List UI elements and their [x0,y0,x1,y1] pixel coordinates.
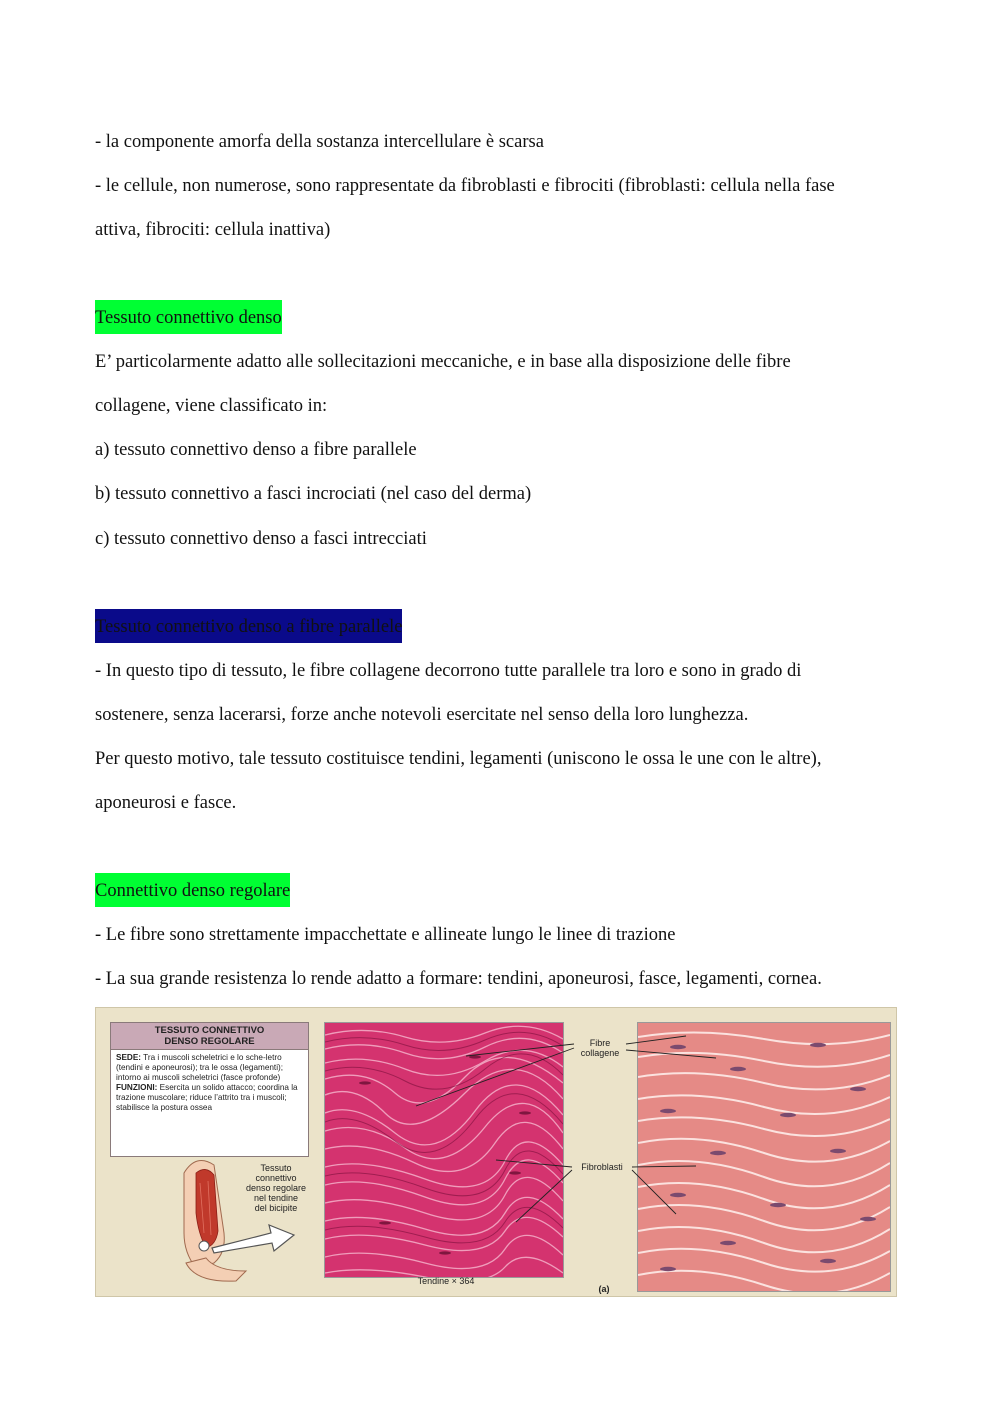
arm-label [236,1163,316,1213]
arm-label-line: nel tendine [253,1193,299,1203]
fibre-collagene-label [574,1038,626,1058]
arm-label-line: Tessuto [260,1163,292,1173]
fibre-label-line: collagene [580,1048,620,1058]
text-line: attiva, fibrociti: cellula inattiva) [95,220,331,240]
micrograph-drawing [637,1022,891,1292]
text-line: - In questo tipo di tessuto, le fibre collagene decorrono tutte parallele tra loro e sono in grado di [95,661,802,681]
funzioni-text: Esercita un solido attacco; coordina la trazione muscolare; riduce l’attrito tra i muscoli; stabilisce la postura ossea [116,1083,298,1112]
arm-label-line: connettivo [255,1173,297,1183]
sede-label: SEDE: [116,1053,142,1062]
info-box-title [111,1023,308,1050]
text-line: aponeurosi e fasce. [95,793,237,813]
sede-text: Tra i muscoli scheletrici e lo sche-letro (tendini e aponeurosi); tra le ossa (legamenti); intorno ai muscoli scheletrici (fasce profonde) [116,1053,284,1082]
info-box [110,1022,309,1157]
fibre-label-line: Fibre [589,1038,611,1048]
text-line: - Le fibre sono strettamente impacchettate e allineate lungo le linee di trazione [95,925,676,945]
text-line: Per questo motivo, tale tessuto costituisce tendini, legamenti (uniscono le ossa le une con le altre), [95,749,822,769]
heading-text: Tessuto connettivo denso a fibre parallele [95,609,402,643]
micrograph-photo [324,1022,564,1278]
text-line: - La sua grande resistenza lo rende adatto a formare: tendini, aponeurosi, fasce, legamenti, cornea. [95,969,822,989]
heading-tessuto-denso [95,306,282,330]
heading-denso-regolare [95,879,290,903]
info-box-title-line: DENSO REGOLARE [164,1036,255,1047]
panel-letter: (a) [598,1284,610,1294]
heading-text: Tessuto connettivo denso [95,300,282,334]
photo-caption: Tendine × 364 [417,1276,475,1286]
list-item: c) tessuto connettivo denso a fasci intrecciati [95,529,427,549]
arm-label-line: del bicipite [254,1203,298,1213]
text-line: - le cellule, non numerose, sono rappresentate da fibroblasti e fibrociti (fibroblasti: cellula nella fase [95,176,835,196]
tissue-figure [95,1007,897,1297]
info-box-title-line: TESSUTO CONNETTIVO [154,1025,265,1036]
text-line: collagene, viene classificato in: [95,396,328,416]
heading-fibre-parallele [95,615,402,639]
text-line: - la componente amorfa della sostanza intercellulare è scarsa [95,132,544,152]
info-box-body [111,1050,308,1116]
funzioni-label: FUNZIONI: [116,1083,158,1092]
heading-text: Connettivo denso regolare [95,873,290,907]
fibroblasti-label: Fibroblasti [581,1162,623,1172]
arm-label-line: denso regolare [245,1183,307,1193]
text-line: sostenere, senza lacerarsi, forze anche notevoli esercitate nel senso della loro lunghezza. [95,705,749,725]
list-item: b) tessuto connettivo a fasci incrociati (nel caso del derma) [95,484,532,504]
list-item: a) tessuto connettivo denso a fibre parallele [95,440,417,460]
text-line: E’ particolarmente adatto alle sollecitazioni meccaniche, e in base alla disposizione delle fibre [95,352,791,372]
